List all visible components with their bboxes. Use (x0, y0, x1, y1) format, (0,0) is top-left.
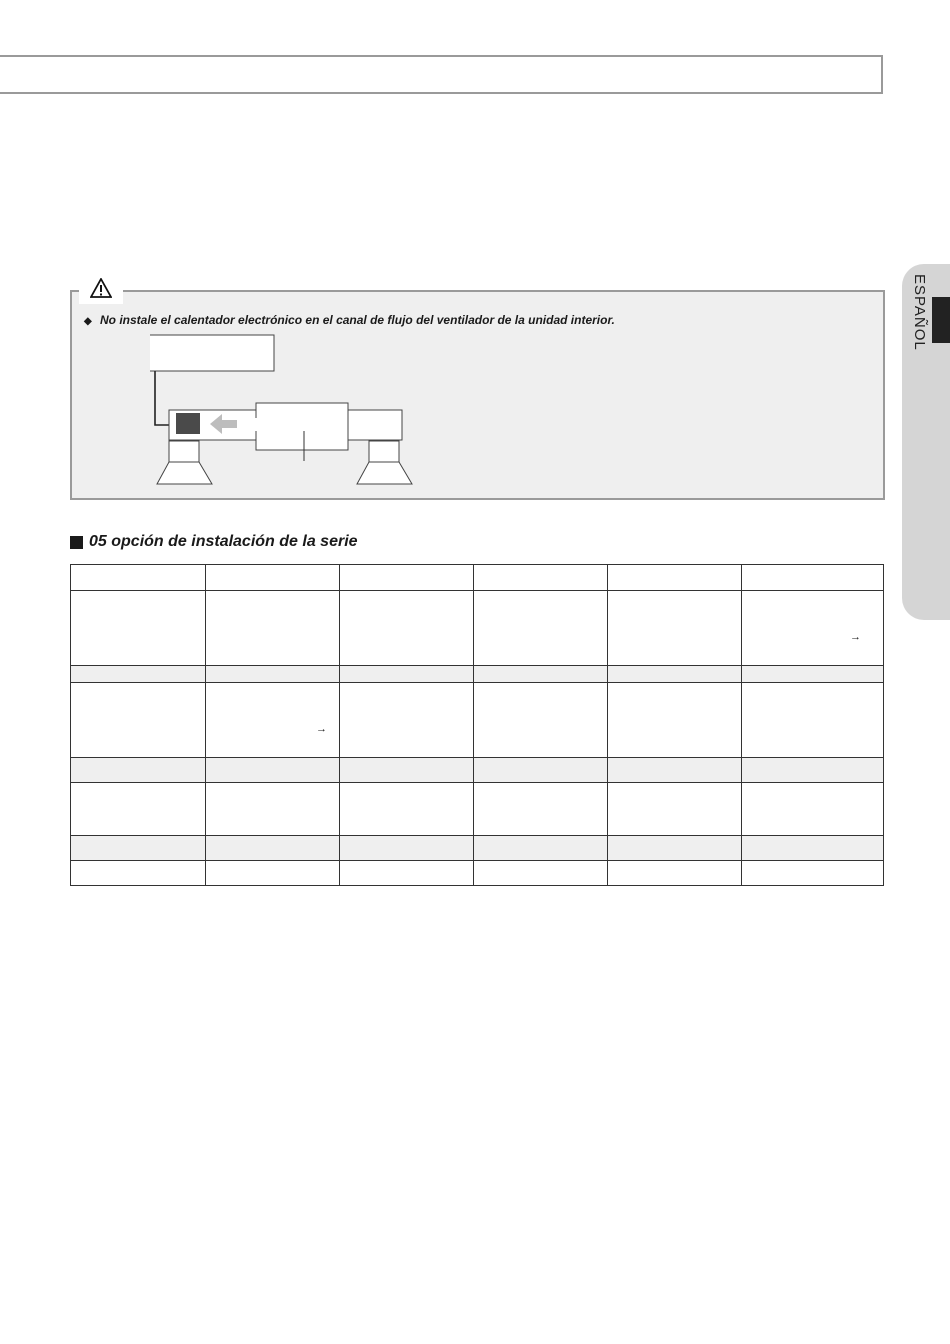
header-bar (0, 55, 883, 94)
table-cell (340, 683, 474, 758)
table-cell (742, 666, 884, 683)
table-cell (742, 861, 884, 886)
table-cell (474, 591, 608, 666)
warning-icon (90, 278, 112, 298)
table-cell (340, 861, 474, 886)
bullet-diamond-icon: ◆ (84, 316, 92, 327)
table-cell (340, 836, 474, 861)
table-cell (742, 591, 884, 666)
table-cell (206, 861, 340, 886)
table-cell (71, 565, 206, 591)
table-header-row (71, 565, 884, 591)
table-cell (71, 666, 206, 683)
table-row (71, 683, 884, 758)
right-support-foot (357, 462, 412, 484)
table-cell (608, 758, 742, 783)
arrow-icon: → (316, 723, 327, 735)
table-cell (206, 836, 340, 861)
table-cell (71, 591, 206, 666)
language-tab-marker (932, 297, 950, 343)
table-cell (340, 591, 474, 666)
table-cell (71, 861, 206, 886)
left-support-foot (157, 462, 212, 484)
arrow-icon: → (850, 631, 861, 643)
table-cell (474, 666, 608, 683)
table-cell (71, 783, 206, 836)
installation-options-table (70, 564, 884, 886)
table-cell (608, 565, 742, 591)
table-cell (206, 683, 340, 758)
caution-icon-wrap (79, 274, 123, 304)
table-cell (474, 683, 608, 758)
language-tab[interactable] (902, 264, 950, 620)
table-cell (474, 861, 608, 886)
table-cell (608, 683, 742, 758)
table-cell (742, 758, 884, 783)
duct-right (347, 410, 402, 440)
table-row (71, 666, 884, 683)
table-cell (474, 836, 608, 861)
table-cell (608, 861, 742, 886)
right-support-neck (369, 441, 399, 462)
table-cell (474, 758, 608, 783)
heater-diagram (150, 333, 420, 488)
table-cell (608, 836, 742, 861)
table-cell (608, 666, 742, 683)
table-cell (340, 758, 474, 783)
table-row (71, 591, 884, 666)
table-cell (742, 565, 884, 591)
table-cell (206, 565, 340, 591)
language-tab-label: ESPAÑOL (911, 274, 928, 351)
table-row (71, 836, 884, 861)
table-row (71, 758, 884, 783)
caution-text: No instale el calentador electrónico en el canal de flujo del ventilador de la unidad interior. (100, 313, 615, 327)
section-square-icon (70, 536, 83, 549)
table-row (71, 783, 884, 836)
table-cell (608, 783, 742, 836)
table-cell (340, 666, 474, 683)
section-title-text: 05 opción de instalación de la serie (89, 533, 358, 550)
heater-block (176, 413, 200, 434)
table-cell (206, 666, 340, 683)
diagram-label-box (150, 335, 274, 371)
caution-bullet (84, 313, 615, 327)
table-cell (340, 783, 474, 836)
table-cell (742, 783, 884, 836)
table-cell (340, 565, 474, 591)
table-cell (206, 591, 340, 666)
table-cell (206, 758, 340, 783)
table-cell (742, 836, 884, 861)
table-cell (71, 836, 206, 861)
table-cell (742, 683, 884, 758)
table-cell (71, 758, 206, 783)
table-cell (474, 783, 608, 836)
table-row (71, 861, 884, 886)
left-support-neck (169, 441, 199, 462)
table-cell (206, 783, 340, 836)
section-heading (70, 533, 358, 551)
table-cell (71, 683, 206, 758)
table-cell (474, 565, 608, 591)
table-cell (608, 591, 742, 666)
fan-unit-label-strip (250, 418, 308, 431)
